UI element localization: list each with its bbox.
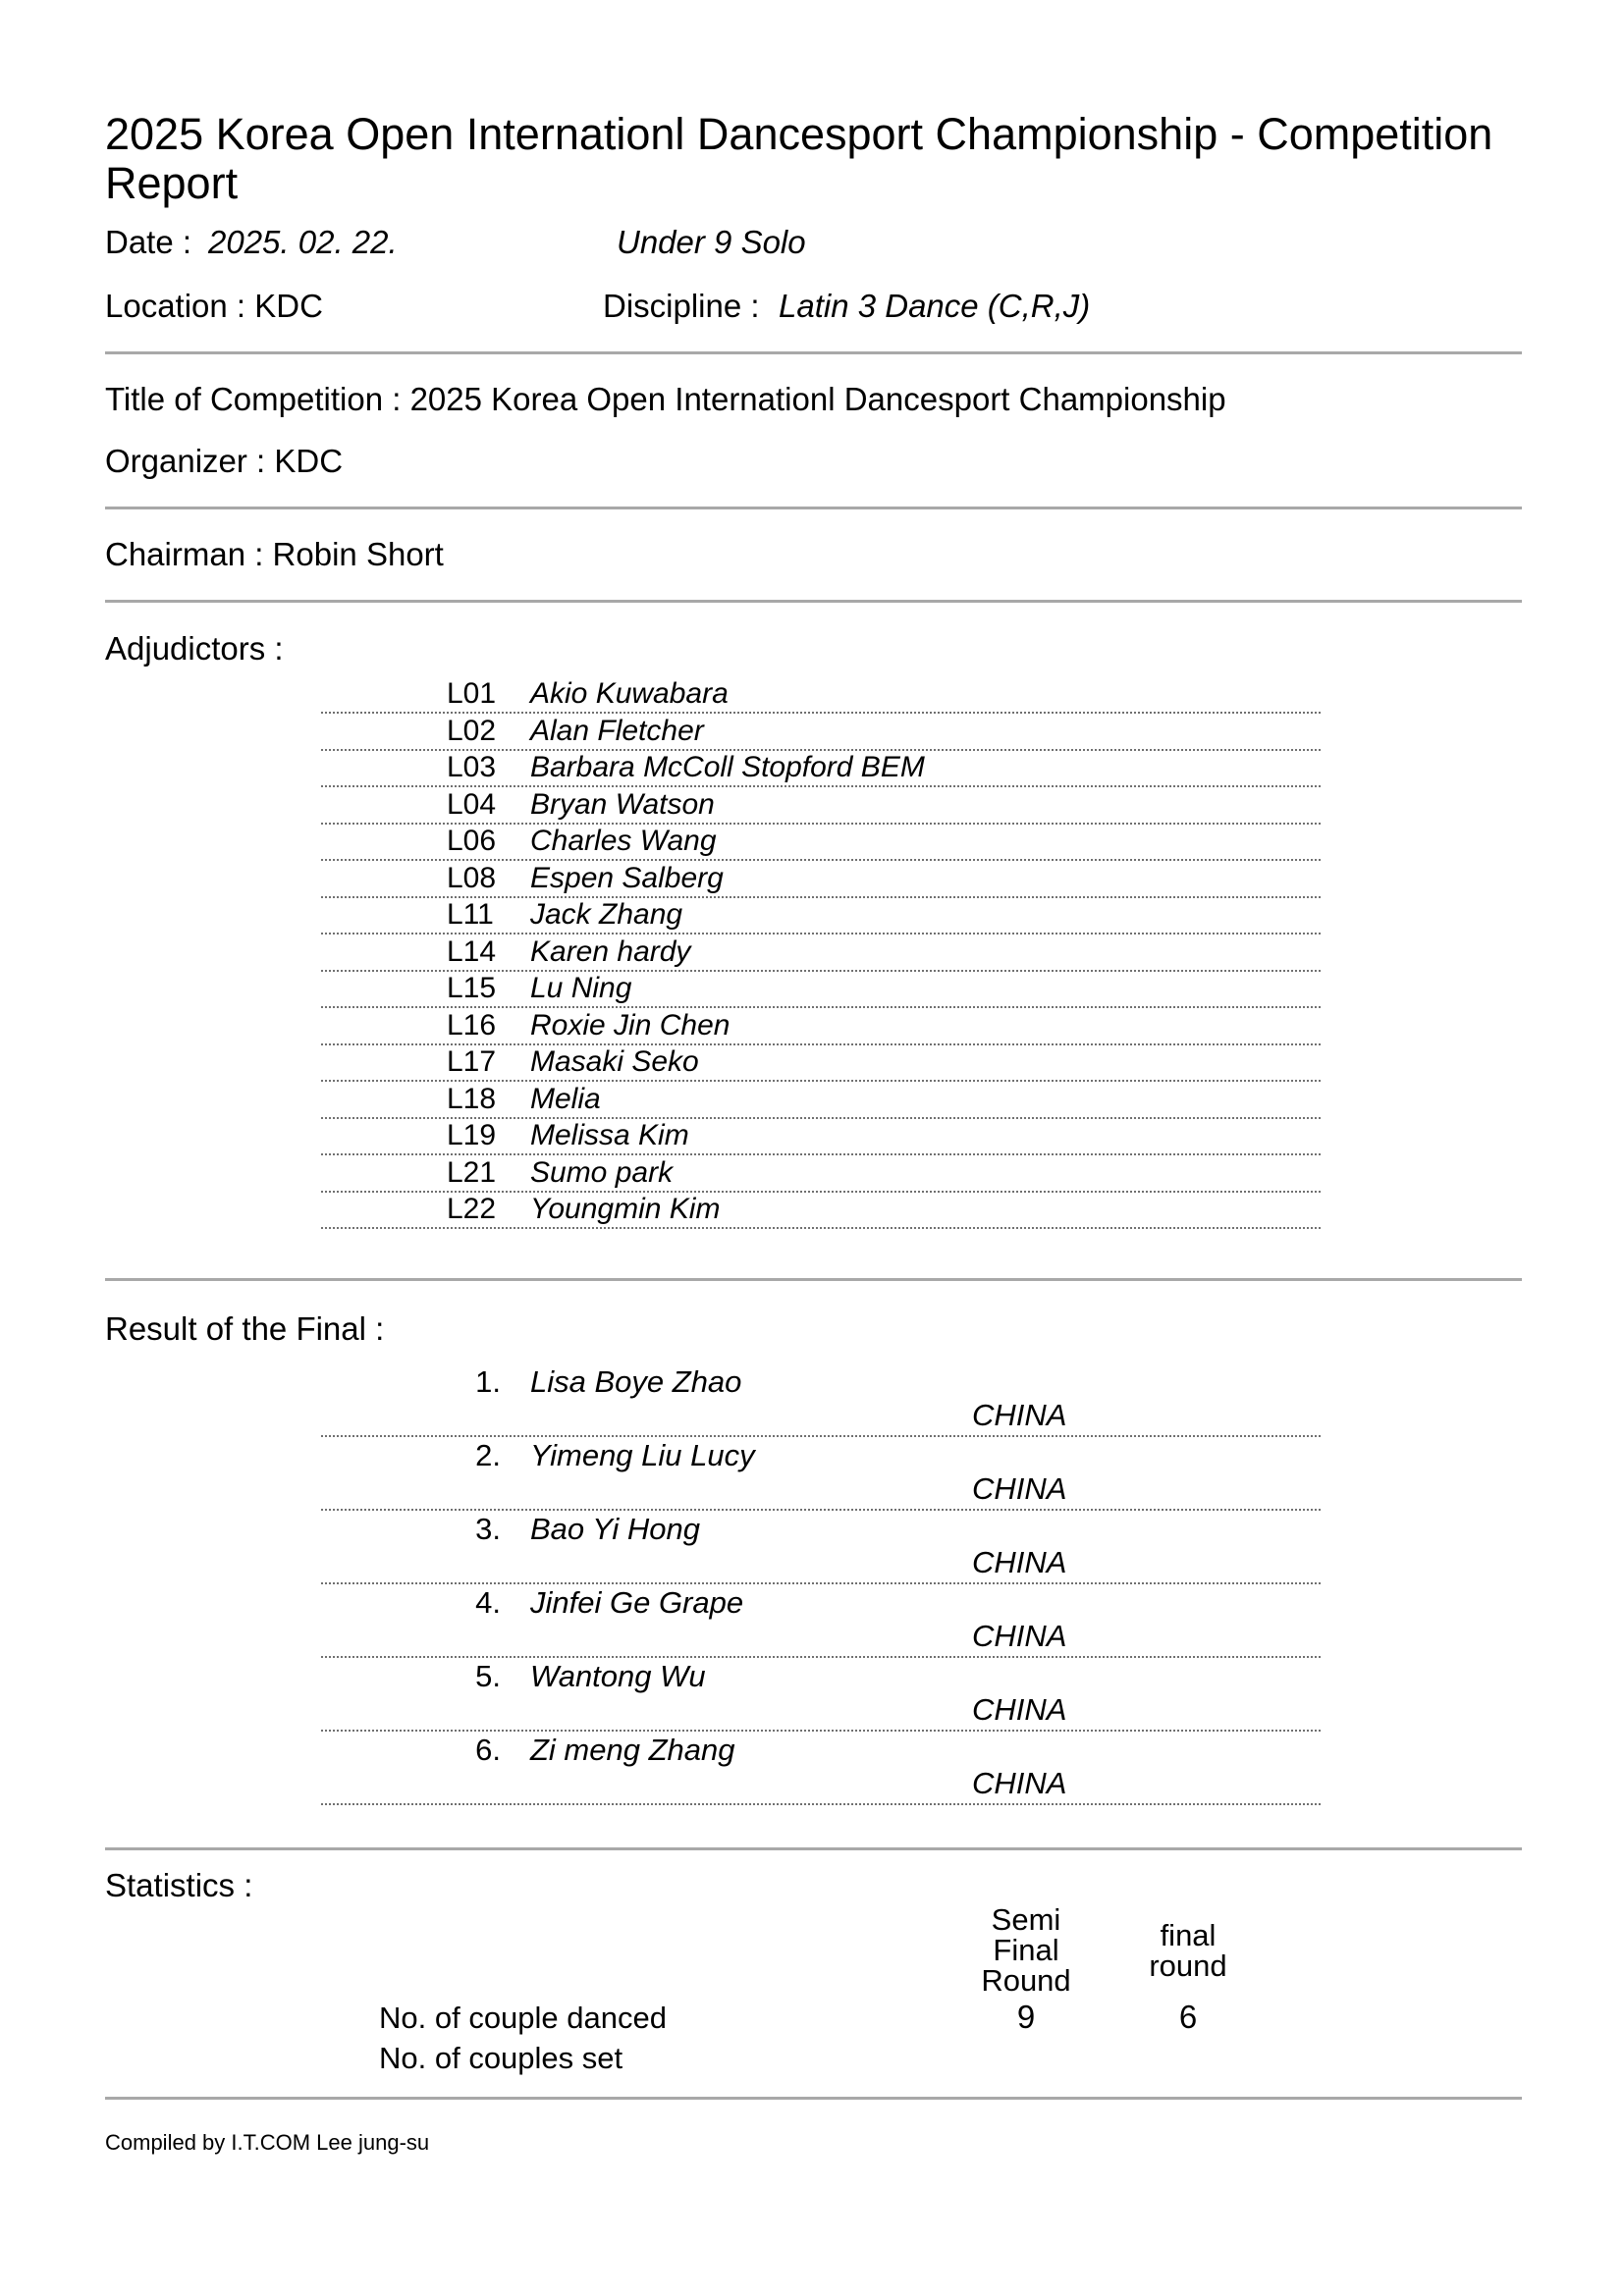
statistics-heading: Statistics :: [105, 1867, 253, 1903]
divider: [105, 1278, 1522, 1281]
discipline-value: Latin 3 Dance (C,R,J): [779, 288, 1091, 324]
stat-final-danced: 6: [1178, 1999, 1198, 2035]
stat-col-semi-line1: Semi: [991, 1902, 1061, 1937]
adjudicator-code: L08: [447, 861, 497, 894]
location: Location : KDC: [105, 288, 323, 324]
adjudicators-heading: Adjudictors :: [105, 630, 284, 667]
result-competitor-name: Wantong Wu: [530, 1659, 706, 1693]
result-row-separator: [321, 1582, 1321, 1584]
adjudicator-code: L04: [447, 787, 497, 821]
stat-row-danced-label: No. of couple danced: [379, 2001, 667, 2035]
stat-col-semi-final: [967, 1904, 1085, 1996]
organizer: Organizer : KDC: [105, 443, 344, 479]
result-row-separator: [321, 1730, 1321, 1732]
result-country: CHINA: [972, 1619, 1067, 1653]
report-title: 2025 Korea Open Internationl Dancesport Championship - Competition Report: [105, 109, 1493, 208]
adjudicator-name: Roxie Jin Chen: [530, 1008, 730, 1041]
result-competitor-name: Zi meng Zhang: [530, 1733, 735, 1767]
adjudicator-code: L02: [447, 714, 497, 747]
stat-row-set-label: No. of couples set: [379, 2041, 623, 2075]
adjudicator-code: L06: [447, 825, 497, 857]
adjudicator-name: Jack Zhang: [530, 898, 683, 931]
adjudicator-name: Youngmin Kim: [530, 1193, 721, 1225]
result-rank: 5.: [475, 1659, 501, 1693]
stat-col-final-line2: round: [1149, 1949, 1227, 1983]
competition-title: Title of Competition : 2025 Korea Open Internationl Dancesport Championship: [105, 381, 1226, 417]
chairman: Chairman : Robin Short: [105, 536, 444, 572]
adjudicator-code: L14: [447, 934, 497, 968]
adjudicator-code: L01: [447, 677, 497, 710]
category: Under 9 Solo: [617, 224, 806, 260]
result-country: CHINA: [972, 1766, 1067, 1800]
adjudicator-name: Alan Fletcher: [530, 714, 704, 747]
adjudicator-name: Sumo park: [530, 1155, 674, 1189]
result-country: CHINA: [972, 1398, 1067, 1432]
result-row-separator: [321, 1803, 1321, 1805]
divider: [105, 507, 1522, 509]
adjudicator-code: L15: [447, 972, 497, 1004]
divider: [105, 600, 1522, 603]
result-row-separator: [321, 1435, 1321, 1437]
adjudicator-code: L21: [447, 1155, 497, 1189]
divider: [105, 351, 1522, 354]
adjudicator-code: L19: [447, 1119, 497, 1151]
result-competitor-name: Jinfei Ge Grape: [530, 1585, 744, 1620]
result-row-separator: [321, 1509, 1321, 1511]
date-label: Date :: [105, 224, 192, 260]
footer-compiled-by: Compiled by I.T.COM Lee jung-su: [105, 2130, 430, 2155]
adjudicator-code: L22: [447, 1193, 497, 1225]
result-rank: 6.: [475, 1733, 501, 1767]
result-competitor-name: Bao Yi Hong: [530, 1512, 700, 1546]
divider: [105, 1847, 1522, 1850]
result-row-separator: [321, 1656, 1321, 1658]
divider: [105, 2097, 1522, 2100]
adjudicator-name: Masaki Seko: [530, 1045, 699, 1078]
adjudicator-row-separator: [321, 1227, 1321, 1229]
result-country: CHINA: [972, 1545, 1067, 1579]
result-competitor-name: Lisa Boye Zhao: [530, 1364, 742, 1399]
adjudicator-code: L03: [447, 751, 497, 783]
stat-col-semi-line2: Final: [993, 1933, 1059, 1967]
adjudicator-name: Melia: [530, 1082, 601, 1115]
adjudicator-name: Lu Ning: [530, 972, 632, 1004]
adjudicator-name: Akio Kuwabara: [530, 677, 729, 710]
discipline-label: Discipline :: [603, 288, 760, 324]
result-rank: 2.: [475, 1438, 501, 1472]
adjudicator-name: Barbara McColl Stopford BEM: [530, 751, 925, 783]
adjudicator-name: Bryan Watson: [530, 787, 715, 821]
stat-col-semi-line3: Round: [981, 1963, 1071, 1998]
date-value: 2025. 02. 22.: [208, 224, 398, 260]
adjudicator-name: Karen hardy: [530, 934, 691, 968]
result-country: CHINA: [972, 1471, 1067, 1506]
stat-semi-danced: 9: [1016, 1999, 1036, 2035]
stat-col-final-line1: final: [1160, 1918, 1217, 1952]
results-heading: Result of the Final :: [105, 1310, 385, 1347]
result-country: CHINA: [972, 1692, 1067, 1727]
adjudicator-name: Espen Salberg: [530, 861, 724, 894]
adjudicator-name: Melissa Kim: [530, 1119, 689, 1151]
result-rank: 4.: [475, 1585, 501, 1620]
result-rank: 3.: [475, 1512, 501, 1546]
stat-col-final-round: [1129, 1920, 1247, 1981]
result-rank: 1.: [475, 1364, 501, 1399]
adjudicator-code: L18: [447, 1082, 497, 1115]
adjudicator-code: L16: [447, 1008, 497, 1041]
adjudicator-code: L17: [447, 1045, 497, 1078]
adjudicator-code: L11: [447, 898, 494, 931]
adjudicator-name: Charles Wang: [530, 825, 717, 857]
result-competitor-name: Yimeng Liu Lucy: [530, 1438, 755, 1472]
